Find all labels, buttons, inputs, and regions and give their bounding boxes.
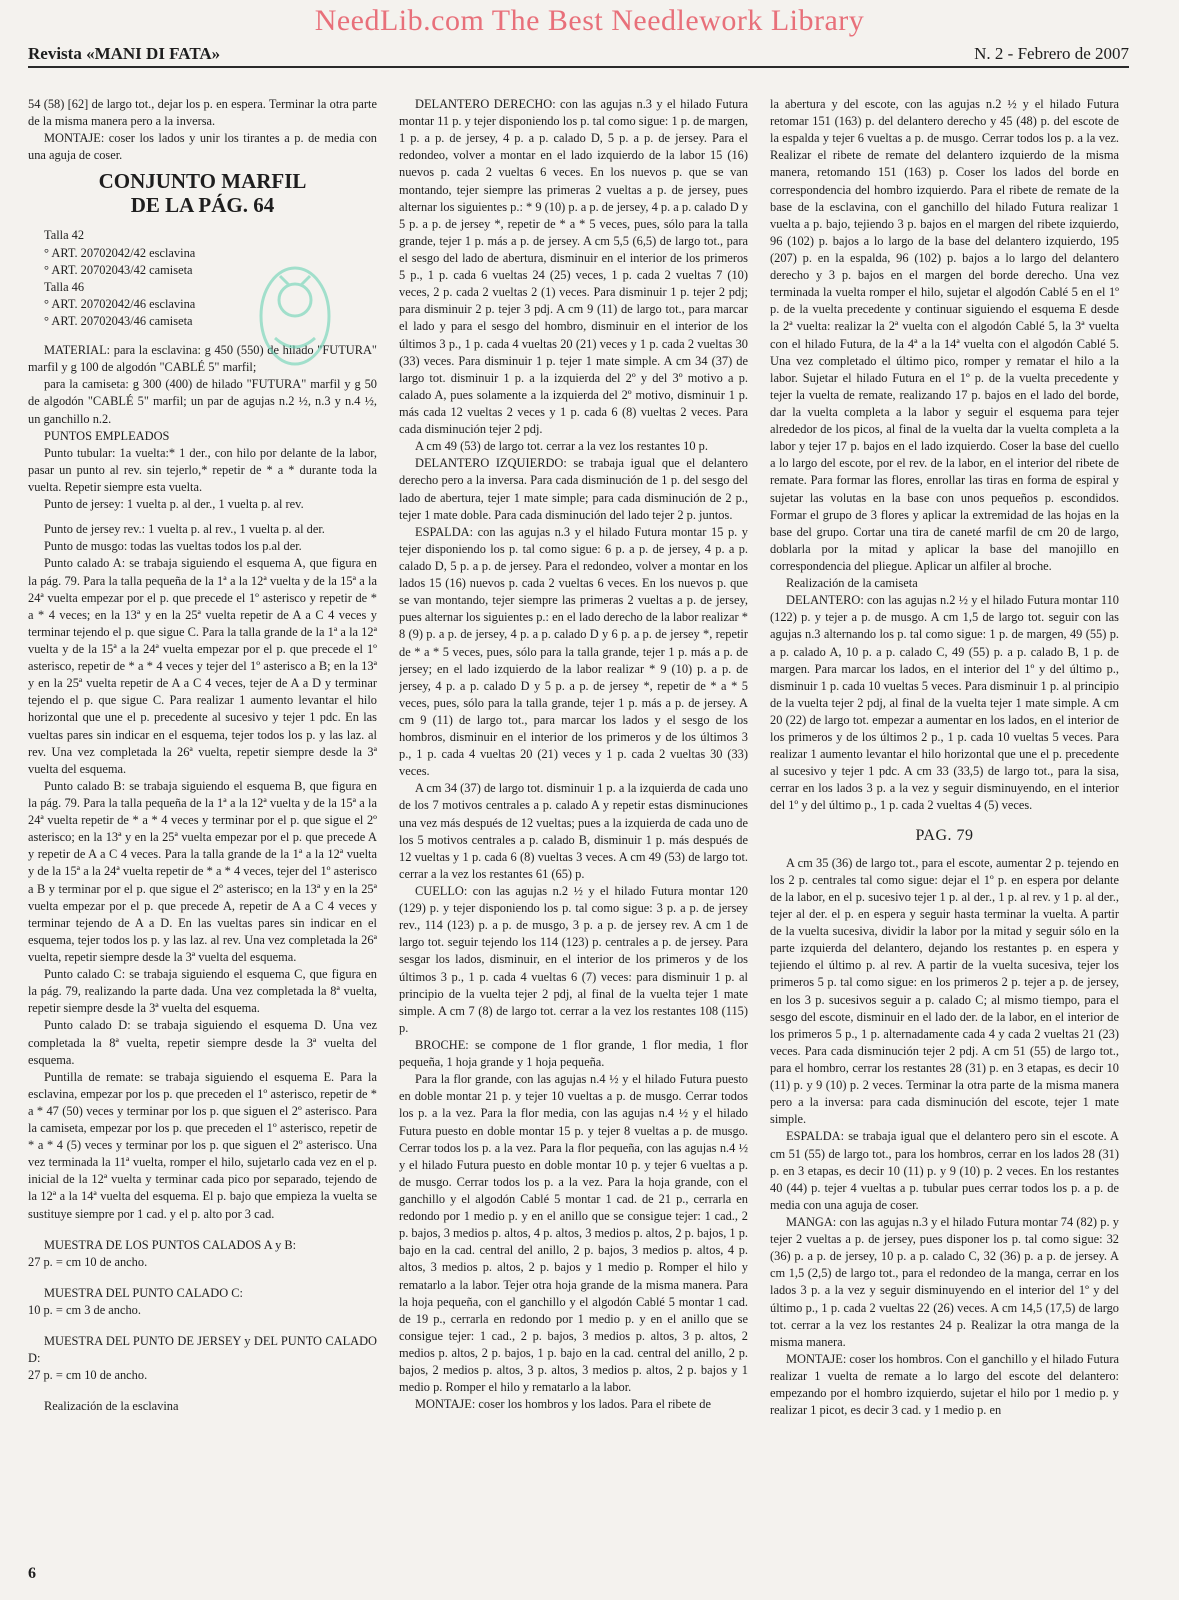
issue-label: N. 2 - Febrero de 2007 <box>974 44 1129 63</box>
sample-value: 10 p. = cm 3 de ancho. <box>28 1303 141 1318</box>
paragraph: Para la flor grande, con las agujas n.4 ½ y el hilado Futura puesto en doble montar 21 p. y tejer 10 vueltas a p. de musgo. Cerrar todos los p. a la vez. Para la flor media, con las agujas n.4 ½ y el hilado Futura puesto en doble montar 15 p. y tejer 8 vueltas a p. de musgo. Cerrar todos los p. a la vez. Para la flor pequeña, con las agujas n.4 ½ y el hilado Futura puesto en doble montar 10 p. y tejer 6 vueltas a p. de musgo. Cerrar todos los p. a la vez. Para la hoja grande, con el ganchillo y el algodón Cablé 5 montar 1 cad. de 21 p., cerrarla en redondo por 1 medio p. y en el anillo que se consigue tejer: 1 cad., 2 p. bajos, 3 medios p. altos, 4 p. altos, 3 medios p. altos, 2 p. bajos, 1 p. bajo en la cad. central del anillo, 2 p. bajos, 3 medios p. altos, 4 p. altos, 3 medios p. altos, 2 p. bajos y 1 medio p. Romper el hilo y rematarlo a la labor. Tejer otra hoja grande de la misma manera. Para la hoja pequeña, con el ganchillo y el algodón Cablé 5 montar 1 cad. de 19 p., cerrarla en redondo por 1 medio p. y en el anillo que se consigue tejer: 1 cad., 2 p. bajos, 3 medios p. altos, 3 p. altos, 2 medios p. altos, 2 p. bajos, 1 p. bajo en la cad. central del anillo, 2 p. bajos, 2 medios p. altos, 3 p. altos, 3 medios p. altos, 2 p. bajos y 1 medio p. Romper el hilo y rematarlo a la labor. <box>399 1072 748 1395</box>
size-line: ° ART. 20702042/46 esclavina <box>44 296 196 311</box>
paragraph: ESPALDA: se trabaja igual que el delantero pero sin el escote. A cm 51 (55) de largo tot., para los hombros, cerrar en los lados 28 (31) p. en 3 etapas, es decir 10 (11) p. y 9 (10) p. 2 veces. En los restantes 40 (44) p. tejer 4 vueltas a p. tubular pues cerrar todos los p. a p. de media con una aguja de coser. <box>770 1129 1119 1212</box>
size-line: ° ART. 20702043/46 camiseta <box>44 314 193 329</box>
masthead <box>28 36 1129 68</box>
paragraph: Punto calado D: se trabaja siguiendo el esquema D. Una vez completada la 8ª vuelta, repetir siempre desde la 3ª vuelta del esquema. <box>28 1018 377 1067</box>
column-2 <box>399 96 748 1562</box>
subheading: PUNTOS EMPLEADOS <box>44 428 170 443</box>
sample-title: MUESTRA DEL PUNTO CALADO C: <box>44 1285 243 1300</box>
page-body <box>28 96 1120 1562</box>
subheading: Realización de la esclavina <box>44 1399 179 1414</box>
paragraph: DELANTERO: con las agujas n.2 ½ y el hilado Futura montar 110 (122) p. y tejer a p. de musgo. A cm 1,5 de largo tot. seguir con las agujas n.3 alternando los p. tal como sigue: 1 p. de margen, 49 (55) p. a p. calado A, 10 p. a p. calado C, 49 (55) p. a p. calado B, 1 p. de margen. Para marcar los lados, en el interior del 1º y del último p., disminuir 1 p. cada 10 vueltas 5 veces. Para disminuir 1 p. al principio de la vuelta tejer 2 pdj, al final de la vuelta tejer 1 mate simple. A cm 20 (22) de largo tot. empezar a aumentar en los lados, en el interior de los primeros y de los últimos 2 p., 1 p. cada 10 vueltas 5 veces. Para realizar 1 aumento levantar el hilo horizontal que une el p. precedente al sucesivo y tejer 1 pdc. A cm 33 (33,5) de largo tot., para la sisa, cerrar en los lados 3 p. a la vez y seguir disminuyendo, en el interior del 1º y del último p., 1 p. cada 2 vueltas 4 (5) veces. <box>770 593 1119 813</box>
paragraph: MATERIAL: para la esclavina: g 450 (550) de hilado "FUTURA" marfil y g 100 de algodón "CABLÉ 5" marfil; <box>28 343 377 375</box>
paragraph: MONTAJE: coser los lados y unir los tirantes a p. de media con una aguja de coser. <box>28 131 377 163</box>
watermark: NeedLib.com The Best Needlework Library <box>314 4 865 37</box>
paragraph: la abertura y del escote, con las agujas n.2 ½ y el hilado Futura retomar 151 (163) p. del delantero derecho y 45 (48) p. del escote de la espalda y tejer 6 vueltas a p. de musgo. Cerrar todos los p. a la vez. Realizar el ribete de remate del delantero izquierdo de la misma manera, retomando 151 (163) p. Coser los lados del borde en correspondencia del hombro izquierdo. Para el ribete de remate de la base de la esclavina, con el ganchillo del hilado Futura realizar 1 vuelta a p. bajo, tejiendo 3 p. bajos en el margen del ribete izquierdo, 96 (102) p. bajos a lo largo de la base del delantero izquierdo, 195 (207) p. en la espalda, 96 (102) p. bajos a lo largo del delantero derecho y 3 p. bajos en el margen del borde derecho. Una vez terminada la vuelta romper el hilo, sujetar el algodón Cablé 5 en el 1º p. de la vuelta precedente y continuar siguiendo el esquema E desde la 2ª vuelta: realizar la 2ª vuelta con el algodón Cablé 5, la 3ª vuelta con el hilado Futura, de la 4ª a la 14ª vuelta con el algodón Cablé 5. Una vez completado el último pico, romper y rematar el hilo a la labor. Sujetar el hilado Futura en el 1º p. de la vuelta precedente y tejer la vuelta de remate, realizando 17 p. bajos en el lado del borde, dar la vuelta completa a la labor y seguir el esquema para tejer alrededor de los picos, al final de la vuelta dar la vuelta completa a la labor y tejer 17 p. bajos en el lado izquierdo. Coser la base del cuello a lo largo del escote, por el rev. de la labor, en el interior del ribete de remate. Para formar las flores, enrollar las tiras en forma de espiral y sujetar las volutas en la base con unos pequeños p. escondidos. Formar el grupo de 3 flores y aplicar la extremidad de las hojas en la base del grupo. Cortar una tira de caneté marfil de cm 20 de largo, doblarla por la mitad y aplicar la base del manojillo en correspondencia del pliegue. Aplicar un alfiler al broche. <box>770 97 1119 573</box>
paragraph: Punto calado A: se trabaja siguiendo el esquema A, que figura en la pág. 79. Para la talla pequeña de la 1ª a la 12ª vuelta y de la 15ª a la 24ª vuelta empezar por el p. que precede el 1º asterisco y repetir de * a * 4 veces; en la 13ª y en la 25ª vuelta repetir de A a C 4 veces y terminar tejendo el p. que sigue C. Para la talla grande de la 1ª a la 12ª vuelta y de la 15ª a la 24ª vuelta empezar por el p. que precede el 1º asterisco, repetir de * a * 4 veces y tejer del 1º asterisco a B; en la 13ª y en la 25ª vuelta repetir de A a C 4 veces, tejer de A a D y terminar tejendo el p. que sigue C. Para realizar 1 aumento levantar el hilo horizontal que une el p. precedente al sucesivo y tejer 1 pdc. En las vueltas pares sin indicar en el esquema, tejer todos los p. y las laz. al rev. Una vez completada la 26ª vuelta, repetir siempre desde la 3ª vuelta del esquema. <box>28 556 377 776</box>
paragraph: MONTAJE: coser los hombros. Con el ganchillo y el hilado Futura realizar 1 vuelta de remate a lo largo del escote del delantero: empezando por el hombro izquierdo, sujetar el hilo por 1 medio p. y realizar 1 picot, es decir 3 cad. y 1 medio p. en <box>770 1351 1119 1418</box>
page-number: 6 <box>28 1565 36 1582</box>
subheading: Realización de la camiseta <box>786 576 918 591</box>
size-line: Talla 42 <box>44 228 85 243</box>
paragraph: ESPALDA: con las agujas n.3 y el hilado Futura montar 15 p. y tejer disponiendo los p. tal como sigue: 6 p. a p. de jersey, 4 p. a p. calado D, 5 p. a p. de jersey. Para el redondeo, volver a montar en los lados 15 (16) nuevos p. cada 2 vueltas 6 veces. En los nuevos p. que se van montando, tejer siempre las primeras 2 vueltas a p. de jersey, pues alternar los siguientes p.: en el lado derecho de la labor realizar * 8 (9) p. a p. de jersey, 4 p. a p. calado D y 6 p. a p. de jersey *, repetir de * a * 5 veces, pues, sólo para la talla grande, tejer 1 p. más a p. de jersey; en el lado izquierdo de la labor realizar * 9 (10) p. a p. de jersey, 4 p. a p. calado D y 5 p. a p. de jersey *, repetir de * a * 5 veces, pues, sólo para la talla grande, tejer 1 p. más a p. de jersey. A cm 9 (11) de largo tot., para marcar los lados y el sesgo de los hombros, disminuir en el interior de los primeros y de los últimos 3 p., 1 p. cada 4 vueltas 20 (21) veces y 1 p. cada 2 vueltas 30 (33) veces. <box>399 524 748 779</box>
paragraph: BROCHE: se compone de 1 flor grande, 1 flor media, 1 flor pequeña, 1 hoja grande y 1 hoja pequeña. <box>399 1038 748 1070</box>
paragraph: A cm 49 (53) de largo tot. cerrar a la vez los restantes 10 p. <box>415 439 708 454</box>
title-line: CONJUNTO MARFIL <box>98 169 307 194</box>
sample-title: MUESTRA DE LOS PUNTOS CALADOS A y B: <box>44 1237 297 1252</box>
sample-title: MUESTRA DEL PUNTO DE JERSEY y DEL PUNTO CALADO D: <box>28 1334 377 1366</box>
paragraph: A cm 35 (36) de largo tot., para el escote, aumentar 2 p. tejendo en los 2 p. centrales tal como sigue: dejar el 1º p. en espera por delante de la labor, en el p. sucesivo tejer 1 p. al der., 1 p. al rev. y 1 p. al der., tejer al der. el p. en espera y seguir hasta terminar la vuelta. A partir de la vuelta sucesiva, dividir la labor por la mitad y seguir sólo en la parte izquierda del delantero, dejando los restantes p. en espera y tejiendo el último p. al rev. A partir de la vuelta sucesiva, tejer los primeros 5 p. tal como sigue: en los primeros 2 p. tejer a p. de jersey, en los 3 p. sucesivos seguir a p. calado C; al mismo tiempo, para el sesgo del escote, disminuir en el lado der. de la labor, en el interior de los primeros 5 p., 1 p. alternadamente cada 4 y cada 2 vueltas 21 (23) veces. Para cada disminución tejer 2 pdj. A cm 51 (55) de largo tot., para el hombro, cerrar los restantes 28 (31) p. en 3 etapas, es decir 10 (11) p. y 9 (10) p. 2 veces. Terminar la otra parte de la misma manera pero a la inversa: para cada disminución del escote, tejer 1 mate simple. <box>770 855 1119 1127</box>
paragraph: Punto de jersey: 1 vuelta p. al der., 1 vuelta p. al rev. <box>44 497 304 512</box>
size-line: ° ART. 20702043/42 camiseta <box>44 262 193 277</box>
size-line: Talla 46 <box>44 279 85 294</box>
magazine-title: Revista «MANI DI FATA» <box>28 44 221 63</box>
paragraph: DELANTERO DERECHO: con las agujas n.3 y el hilado Futura montar 11 p. y tejer disponiendo los p. tal como sigue: 1 p. de margen, 1 p. a p. de jersey, 4 p. a p. calado D, 5 p. a p. de jersey. Para el redondeo, volver a montar en el lado izquierdo de la labor 15 (16) nuevos p. cada 2 vueltas 6 veces. En los nuevos p. que se van montando, tejer siempre las primeras 2 vueltas a p. de jersey, pues alternar los siguientes p.: * 9 (10) p. a p. de jersey, 4 p. a p. calado D y 5 p. a p. de jersey *, repetir de * a * 5 veces, pues, sólo para la talla grande, tejer 1 p. más a p. de jersey. A cm 5,5 (6,5) de largo tot., para el sesgo del lado de abertura, disminuir en el interior de los primeros 5 p., 1 p. cada 6 vueltas 24 (25) veces, 1 p. cada 2 vueltas 7 (10) veces, 2 p. cada 2 vueltas 2 (1) veces. Para disminuir 1 p. tejer 2 pdj; para disminuir 2 p. tejer 3 pdj. A cm 9 (11) de largo tot., para marcar el lado y para el sesgo del hombro, disminuir en el interior de los últimos 3 p., 1 p. cada 4 vueltas 20 (21) veces y 1 p. cada 2 vueltas 30 (33) veces. Para disminuir 1 p. tejer 1 mate simple. A cm 34 (37) de largo tot. disminuir 1 p. a la izquierda del 2º y del 3º motivo a p. calado A, pues solamente a la izquierda del 2º motivo, disminuir 1 p. más cada 12 vueltas 2 veces y 1 p. cada 6 (8) vueltas 2 veces. Para cada disminución tejer 2 pdj. <box>399 97 748 437</box>
paragraph: DELANTERO IZQUIERDO: se trabaja igual que el delantero derecho pero a la inversa. Para cada disminución de 1 p. del sesgo del lado de abertura, tejer 1 mate simple; para cada disminución de 2 p., tejer 1 mate doble. Para cada disminución del lado tejer 2 p. juntos. <box>399 456 748 522</box>
column-3 <box>770 96 1119 1562</box>
paragraph: para la camiseta: g 300 (400) de hilado "FUTURA" marfil y g 50 de algodón "CABLÉ 5" marfil; un par de agujas n.2 ½, n.3 y n.4 ½, un ganchillo n.2. <box>28 377 377 426</box>
section-title <box>28 170 377 217</box>
paragraph: 54 (58) [62] de largo tot., dejar los p. en espera. Terminar la otra parte de la misma manera pero a la inversa. <box>28 97 377 129</box>
column-1 <box>28 96 377 1562</box>
paragraph: Punto de musgo: todas las vueltas todos los p.al der. <box>44 539 302 554</box>
size-line: ° ART. 20702042/42 esclavina <box>44 245 196 260</box>
paragraph: Puntilla de remate: se trabaja siguiendo el esquema E. Para la esclavina, empezar por los p. que preceden el 1º asterisco, repetir de * a * 47 (50) veces y terminar por los p. que siguen el 2º asterisco. Para la camiseta, empezar por los p. que preceden el 1º asterisco, repetir de * a * 4 (5) veces y terminar por los p. que siguen el 2º asterisco. Una vez terminada la 11ª vuelta, romper el hilo, sujetarlo cada vez en el p. inicial de la 12ª vuelta y terminar cada pico por separado, tejendo de la 12ª a la 14ª vuelta del esquema. El p. bajo que empieza la vuelta se sustituye siempre por 1 cad. y el p. alto por 3 cad. <box>28 1069 377 1221</box>
page-reference-heading: PAG. 79 <box>915 826 974 844</box>
paragraph: Punto de jersey rev.: 1 vuelta p. al rev., 1 vuelta p. al der. <box>44 522 325 537</box>
paragraph: CUELLO: con las agujas n.2 ½ y el hilado Futura montar 120 (129) p. y tejer disponiendo los p. tal como sigue: 3 p. a p. de jersey rev., 114 (123) p. a p. de musgo, 3 p. a p. de jersey rev. A cm 1 de largo tot. seguir tejendo los 114 (123) p. centrales a p. de jersey. Para sesgar los lados, disminuir, en el interior de los primeros y de los últimos 3 p., 1 p. cada 4 vueltas 6 (7) veces: para disminuir 1 p. al principio de la vuelta tejer 2 pdj, al final de la vuelta tejer 1 mate simple. A cm 7 (8) de largo tot. cerrar a la vez los restantes 108 (115) p. <box>399 884 748 1035</box>
paragraph: A cm 34 (37) de largo tot. disminuir 1 p. a la izquierda de cada uno de los 7 motivos centrales a p. calado A y repetir estas disminuciones una vez más después de 12 vueltas; pues a la izquierda de cada uno de los 5 motivos centrales a p. calado B, disminuir 1 p. más después de 12 vueltas y 1 p. cada 6 (8) vueltas 3 veces. A cm 49 (53) de largo tot. cerrar a la vez los restantes 61 (65) p. <box>399 781 748 881</box>
title-line: DE LA PÁG. 64 <box>130 192 275 217</box>
paragraph: Punto tubular: 1a vuelta:* 1 der., con hilo por delante de la labor, pasar un punto al rev. sin tejerlo,* repetir de * a * durante toda la vuelta. Repetir siempre esta vuelta. <box>28 445 377 494</box>
paragraph: Punto calado B: se trabaja siguiendo el esquema B, que figura en la pág. 79. Para la talla pequeña de la 1ª a la 12ª vuelta y de la 15ª a la 24ª vuelta repetir de * a * 4 veces y terminar por el p. que sigue el 2º asterisco; en la 13ª y en la 25ª vuelta empezar por el p. que precede A y repetir de A a C 4 veces. Para la talla grande de la 1ª a la 12ª vuelta y de la 15ª a la 24ª vuelta repetir de * a * 4 veces, tejer del 1º asterisco a B y terminar por el p. que sigue el 2º asterisco; en la 13ª y en la 25ª vuelta empezar por el p. que precede A, repetir de A a C 4 veces y terminar tejendo de A a D. En las vueltas pares sin indicar en el esquema, tejer todos los p. y las laz. al rev. Una vez completada la 26ª vuelta, repetir siempre desde la 3ª vuelta del esquema. <box>28 778 377 964</box>
sample-value: 27 p. = cm 10 de ancho. <box>28 1254 148 1269</box>
paragraph: MANGA: con las agujas n.3 y el hilado Futura montar 74 (82) p. y tejer 2 vueltas a p. de jersey, pues disponer los p. tal como sigue: 32 (36) p. a p. de jersey, 10 p. a p. calado C, 32 (36) p. a p. de jersey. A cm 1,5 (2,5) de largo tot., para el redondeo de la manga, cerrar en los lados 3 p. a la vez y seguir disminuyendo en el interior del 1º y del último p., 1 p. cada 2 vueltas 22 (26) veces. A cm 14,5 (17,5) de largo tot. cerrar a la vez los restantes 24 p. Realizar la otra manga de la misma manera. <box>770 1214 1119 1349</box>
seal-logo <box>250 256 340 376</box>
paragraph: MONTAJE: coser los hombros y los lados. Para el ribete de <box>415 1397 711 1412</box>
sample-value: 27 p. = cm 10 de ancho. <box>28 1368 148 1383</box>
paragraph: Punto calado C: se trabaja siguiendo el esquema C, que figura en la pág. 79, realizando la parte dada. Una vez completada la 8ª vuelta, repetir siempre desde la 3ª vuelta del esquema. <box>28 967 377 1016</box>
